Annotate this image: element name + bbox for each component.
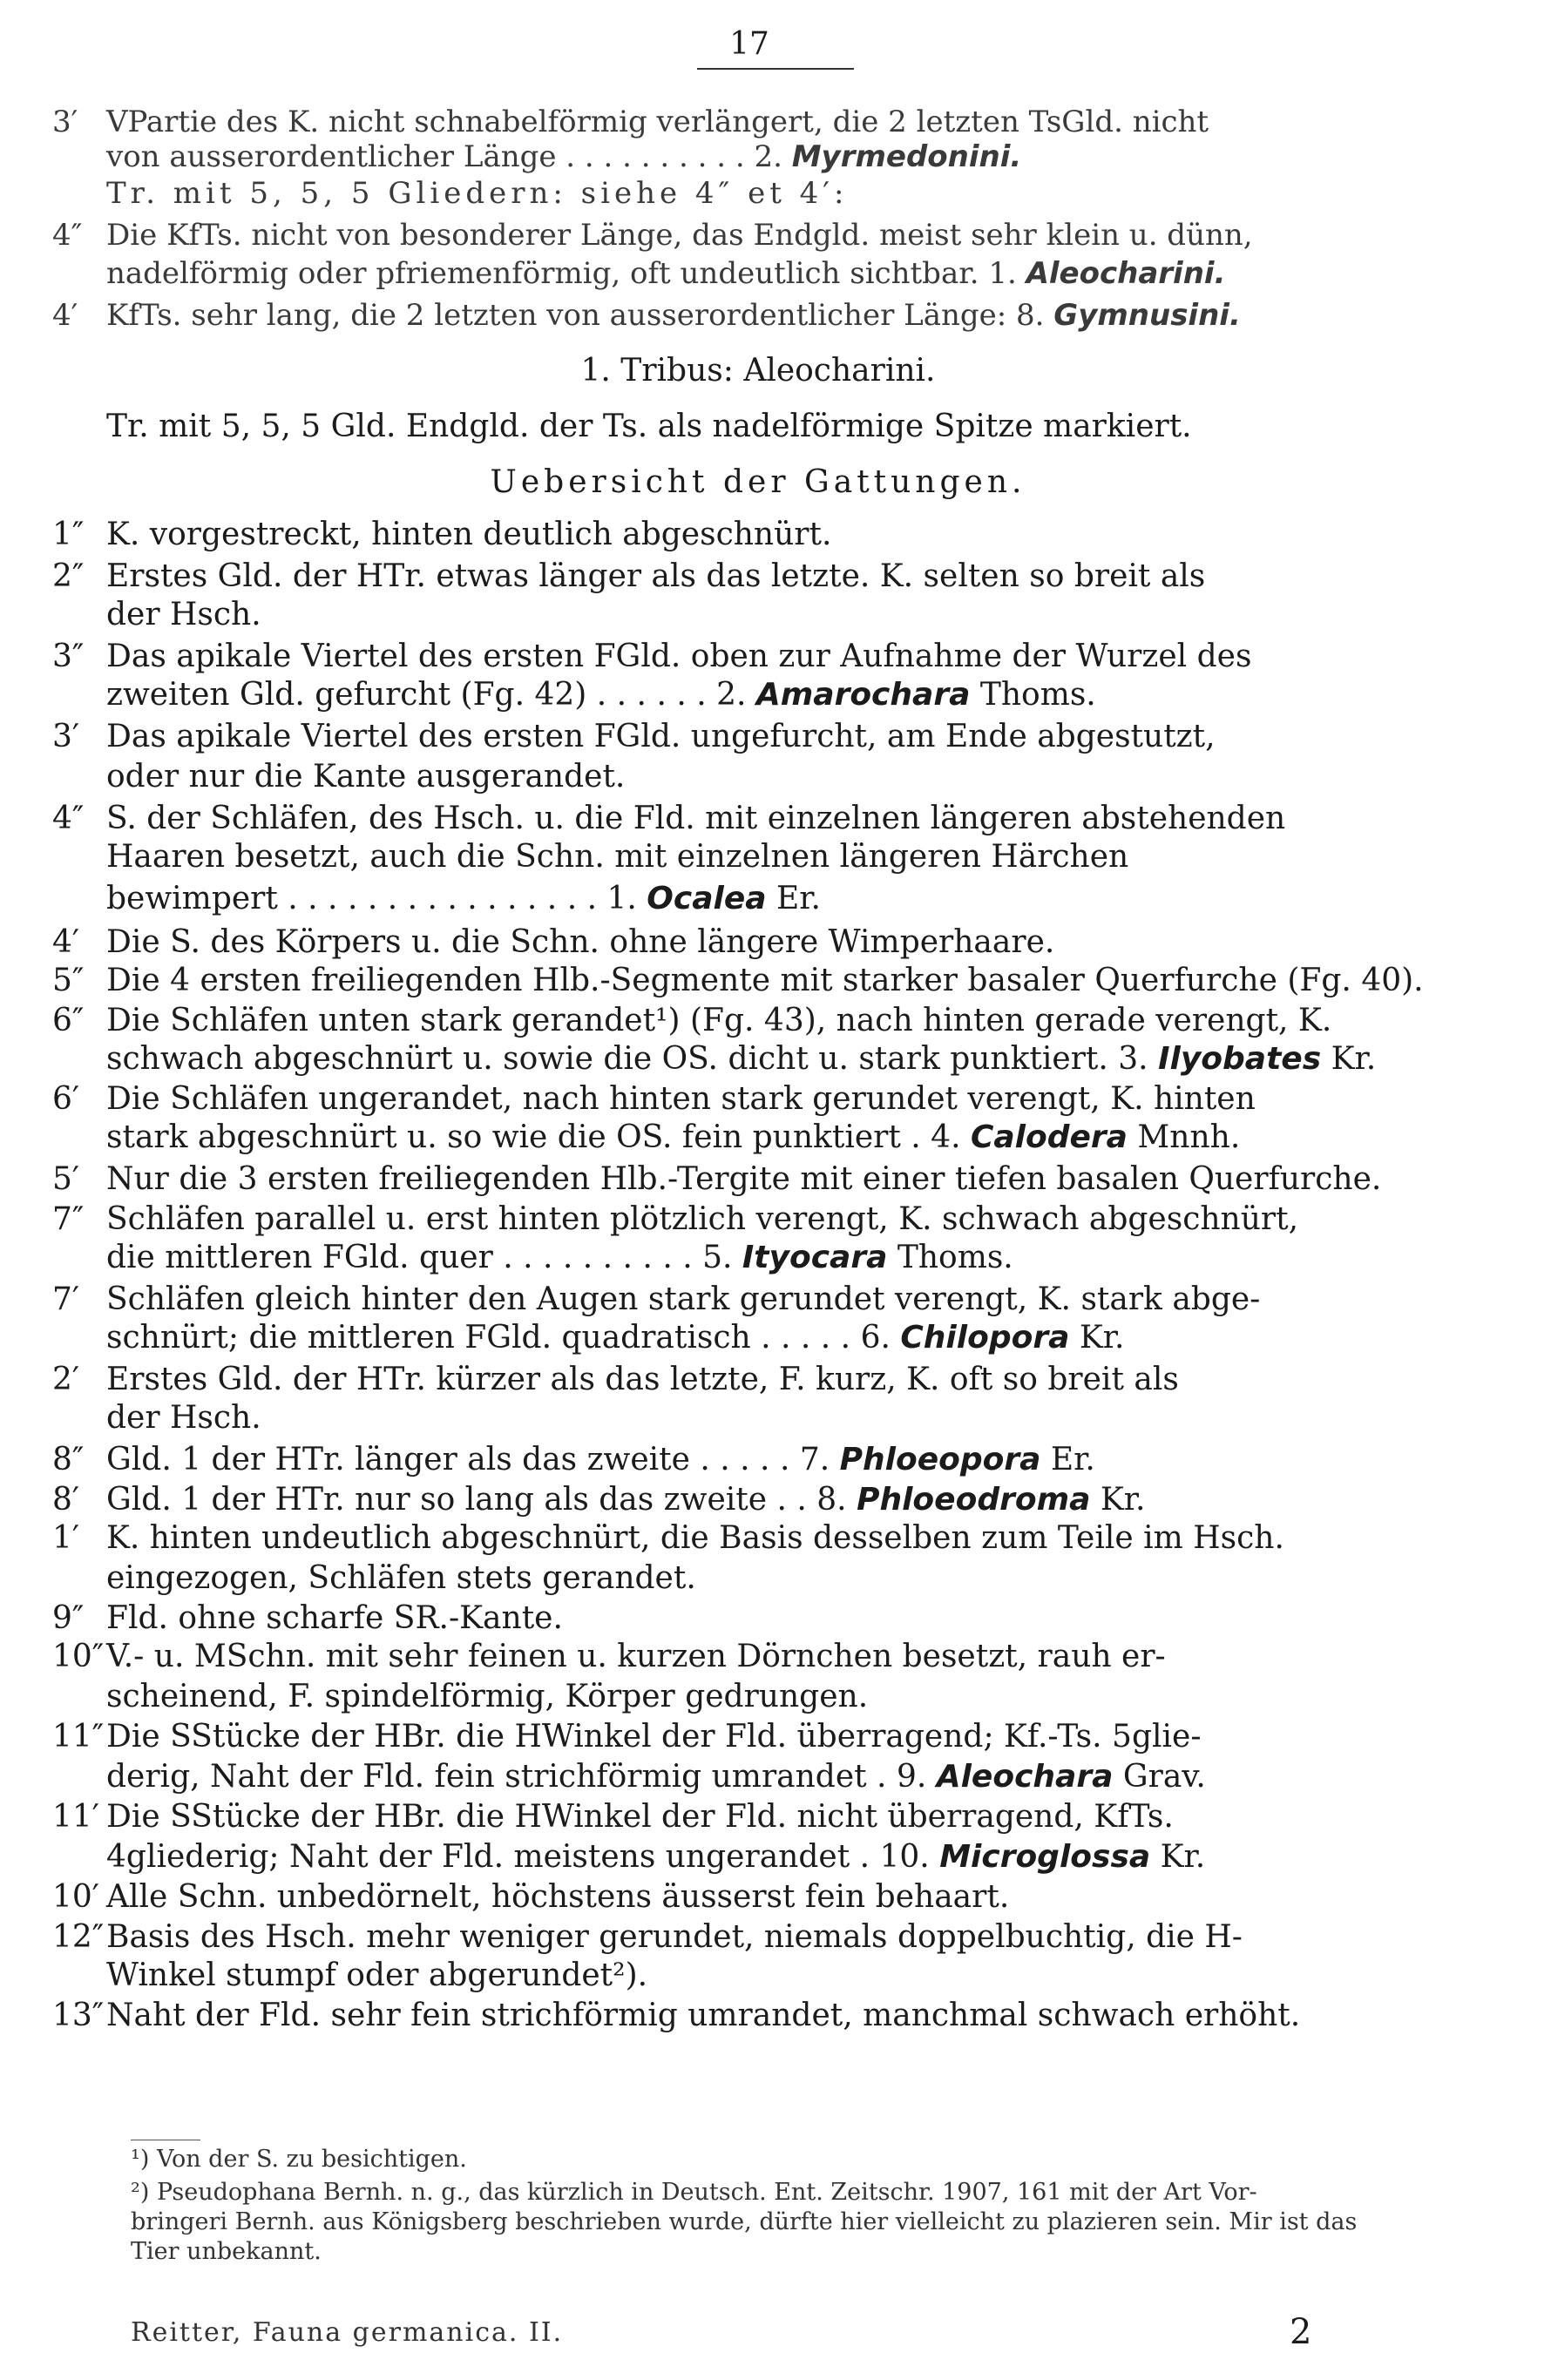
signature-mark: 2 [1290, 2312, 1312, 2352]
line-text: Die Schläfen ungerandet, nach hinten stark gerundet verengt, K. hinten [106, 1081, 1256, 1117]
couplet-number: 4′ [52, 298, 78, 333]
couplet-number: 8″ [52, 1442, 85, 1477]
couplet-number: 4′ [52, 924, 80, 960]
line-text: VPartie des K. nicht schnabelförmig verlängert, die 2 letzten TsGld. nicht [106, 105, 1209, 139]
author-abbrev: Thoms. [887, 1240, 1013, 1275]
line-text: Fld. ohne scharfe SR.-Kante. [106, 1600, 563, 1636]
key-line [52, 1481, 1464, 1519]
key-line [52, 1997, 1464, 2035]
header-rule [697, 68, 854, 70]
line-text: von ausserordentlicher Länge . . . . . . . . . . 2. [106, 139, 792, 174]
key-line [52, 103, 1464, 141]
key-line [52, 1399, 1464, 1437]
key-line [52, 1160, 1464, 1199]
couplet-number: 12″ [52, 1919, 105, 1955]
key-line [52, 254, 1464, 293]
couplet-number: 5′ [52, 1161, 80, 1197]
key-line [52, 558, 1464, 596]
author-abbrev: Kr. [1069, 1320, 1125, 1356]
line-text: K. vorgestreckt, hinten deutlich abgeschnürt. [106, 517, 832, 552]
key-line [52, 1798, 1464, 1836]
couplet-number: 3′ [52, 719, 80, 754]
key-line [52, 800, 1464, 838]
key-line [52, 216, 1464, 254]
genus-name: Amarochara [755, 677, 971, 713]
key-line [52, 1361, 1464, 1399]
couplet-number: 1″ [52, 517, 85, 552]
key-line [52, 923, 1464, 962]
author-abbrev: Mnnh. [1127, 1119, 1241, 1155]
line-text: Die SStücke der HBr. die HWinkel der Fld. nicht überragend, KfTs. [106, 1799, 1174, 1835]
key-line [52, 1599, 1464, 1638]
genus-name: Ilyobates [1158, 1041, 1322, 1077]
line-text: derig, Naht der Fld. fein strichförmig umrandet . 9. [106, 1759, 937, 1795]
line-text: Basis des Hsch. mehr weniger gerundet, niemals doppelbuchtig, die H- [106, 1919, 1243, 1955]
genus-name: Ocalea [647, 881, 767, 916]
key-line [52, 1559, 1464, 1598]
key-line [52, 1957, 1464, 1995]
line-text: schwach abgeschnürt u. sowie die OS. dicht u. stark punktiert. 3. [106, 1041, 1159, 1077]
genus-name: Calodera [970, 1119, 1128, 1155]
key-line [52, 962, 1464, 1000]
author-abbrev: Er. [1040, 1442, 1095, 1477]
key-line [52, 1002, 1464, 1040]
couplet-number: 10″ [52, 1639, 105, 1674]
key-line [52, 880, 1464, 918]
key-line [52, 296, 1464, 335]
key-line [52, 138, 1464, 176]
couplet-number: 9″ [52, 1600, 85, 1636]
key-line [52, 174, 1464, 213]
line-text: Die SStücke der HBr. die HWinkel der Fld. überragend; Kf.-Ts. 5glie- [106, 1719, 1202, 1755]
line-text: KfTs. sehr lang, die 2 letzten von ausserordentlicher Länge: 8. [106, 298, 1054, 333]
line-text: Naht der Fld. sehr fein strichförmig umrandet, manchmal schwach erhöht. [106, 1998, 1301, 2033]
line-text: stark abgeschnürt u. so wie die OS. fein punktiert . 4. [106, 1119, 971, 1155]
key-line [52, 408, 1464, 446]
couplet-number: 13″ [52, 1998, 105, 2033]
author-abbrev: Er. [766, 881, 821, 916]
genus-name: Aleocharini. [1026, 256, 1226, 291]
line-text: 4gliederig; Naht der Fld. meistens ungerandet . 10. [106, 1839, 940, 1875]
line-text: Schläfen gleich hinter den Augen stark gerundet verengt, K. stark abge- [106, 1281, 1261, 1317]
line-text: Die Schläfen unten stark gerandet¹) (Fg. 43), nach hinten gerade verengt, K. [106, 1003, 1332, 1038]
line-text: V.- u. MSchn. mit sehr feinen u. kurzen Dörnchen besetzt, rauh er- [106, 1639, 1166, 1674]
key-line [52, 838, 1464, 876]
line-text: zweiten Gld. gefurcht (Fg. 42) . . . . . . 2. [106, 677, 756, 713]
key-line [52, 596, 1464, 634]
key-line [52, 1200, 1464, 1239]
genus-name: Phloeodroma [857, 1482, 1091, 1518]
line-text: S. der Schläfen, des Hsch. u. die Fld. mit einzelnen längeren abstehenden [106, 801, 1286, 836]
author-abbrev: Thoms. [970, 677, 1096, 713]
line-text: 1. Tribus: Aleocharini. [580, 353, 936, 389]
line-text: nadelförmig oder pfriemenförmig, oft undeutlich sichtbar. 1. [106, 256, 1026, 291]
key-line [52, 463, 1464, 502]
couplet-number: 4″ [52, 218, 83, 253]
line-text: Erstes Gld. der HTr. kürzer als das letzte, F. kurz, K. oft so breit als [106, 1362, 1179, 1397]
key-line [52, 1838, 1464, 1876]
line-text: eingezogen, Schläfen stets gerandet. [106, 1560, 696, 1596]
page-number: 17 [729, 26, 769, 62]
key-line [52, 1040, 1464, 1078]
author-abbrev: Kr. [1090, 1482, 1146, 1518]
genus-name: Myrmedonini. [791, 139, 1022, 174]
key-line [52, 516, 1464, 554]
couplet-number: 11′ [52, 1799, 99, 1835]
line-text: Gld. 1 der HTr. länger als das zweite . . . . . 7. [106, 1442, 840, 1477]
line-text: oder nur die Kante ausgerandet. [106, 759, 626, 794]
key-line [52, 1441, 1464, 1479]
author-abbrev: Kr. [1150, 1839, 1206, 1875]
key-line [52, 1519, 1464, 1558]
genus-name: Ityocara [742, 1240, 888, 1275]
genus-name: Microglossa [939, 1839, 1151, 1875]
footnote-line: Tier unbekannt. [131, 2238, 322, 2265]
couplet-number: 8′ [52, 1482, 80, 1518]
couplet-number: 7′ [52, 1281, 80, 1317]
genus-name: Chilopora [900, 1320, 1070, 1356]
key-line [52, 638, 1464, 676]
couplet-number: 1′ [52, 1520, 80, 1556]
footnote-line: bringeri Bernh. aus Königsberg beschrieben wurde, dürfte hier vielleicht zu plazieren sein. Mir ist das [131, 2208, 1358, 2235]
couplet-number: 11″ [52, 1719, 105, 1755]
key-line [52, 1758, 1464, 1796]
line-text: Haaren besetzt, auch die Schn. mit einzelnen längeren Härchen [106, 839, 1129, 875]
line-text: Winkel stumpf oder abgerundet²). [106, 1957, 648, 1993]
footer-text: Reitter, Fauna germanica. II. [131, 2317, 564, 2348]
line-text: Erstes Gld. der HTr. etwas länger als das letzte. K. selten so breit als [106, 558, 1206, 594]
line-text: Gld. 1 der HTr. nur so lang als das zweite . . 8. [106, 1482, 857, 1518]
couplet-number: 5″ [52, 963, 85, 998]
footnote-line: ¹) Von der S. zu besichtigen. [131, 2146, 467, 2173]
key-line [52, 1718, 1464, 1756]
couplet-number: 3″ [52, 639, 85, 674]
couplet-number: 2″ [52, 558, 85, 594]
key-line [52, 1878, 1464, 1917]
footnote-line: ²) Pseudophana Bernh. n. g., das kürzlich in Deutsch. Ent. Zeitschr. 1907, 161 mit der Art Vor- [131, 2179, 1257, 2206]
key-line [52, 1239, 1464, 1277]
line-text: der Hsch. [106, 1400, 261, 1436]
key-line [52, 1319, 1464, 1357]
genus-name: Gymnusini. [1053, 298, 1241, 333]
line-text: die mittleren FGld. quer . . . . . . . . . . 5. [106, 1240, 742, 1275]
line-text: Die S. des Körpers u. die Schn. ohne längere Wimperhaare. [106, 924, 1055, 960]
line-text: bewimpert . . . . . . . . . . . . . . . . 1. [106, 881, 647, 916]
line-text: Die 4 ersten freiliegenden Hlb.-Segmente mit starker basaler Querfurche (Fg. 40). [106, 963, 1424, 998]
couplet-number: 6′ [52, 1081, 80, 1117]
key-line [52, 1918, 1464, 1957]
couplet-number: 3′ [52, 105, 78, 139]
line-text: Das apikale Viertel des ersten FGld. ungefurcht, am Ende abgestutzt, [106, 719, 1216, 754]
key-line [52, 1080, 1464, 1119]
line-text: Schläfen parallel u. erst hinten plötzlich verengt, K. schwach abgeschnürt, [106, 1201, 1299, 1237]
line-text: der Hsch. [106, 597, 261, 632]
key-line [52, 676, 1464, 714]
line-text: scheinend, F. spindelförmig, Körper gedrungen. [106, 1679, 869, 1714]
line-text: Tr. mit 5, 5, 5 Gld. Endgld. der Ts. als nadelförmige Spitze markiert. [106, 409, 1192, 444]
key-line [52, 1638, 1464, 1676]
author-abbrev: Kr. [1321, 1041, 1377, 1077]
key-line [52, 718, 1464, 756]
key-line [52, 1281, 1464, 1319]
couplet-number: 10′ [52, 1879, 99, 1915]
line-text: Nur die 3 ersten freiliegenden Hlb.-Tergite mit einer tiefen basalen Querfurche. [106, 1161, 1382, 1197]
line-text: Tr. mit 5, 5, 5 Gliedern: siehe 4″ et 4′: [106, 176, 849, 211]
line-text: Das apikale Viertel des ersten FGld. oben zur Aufnahme der Wurzel des [106, 639, 1252, 674]
key-line [52, 1119, 1464, 1157]
line-text: Alle Schn. unbedörnelt, höchstens äusserst fein behaart. [106, 1879, 1010, 1915]
genus-name: Aleochara [936, 1759, 1114, 1795]
key-line [52, 352, 1464, 390]
author-abbrev: Grav. [1113, 1759, 1206, 1795]
line-text: Uebersicht der Gattungen. [490, 464, 1026, 500]
couplet-number: 4″ [52, 801, 85, 836]
line-text: schnürt; die mittleren FGld. quadratisch . . . . . 6. [106, 1320, 901, 1356]
genus-name: Phloeopora [839, 1442, 1041, 1477]
line-text: K. hinten undeutlich abgeschnürt, die Basis desselben zum Teile im Hsch. [106, 1520, 1284, 1556]
couplet-number: 2′ [52, 1362, 80, 1397]
couplet-number: 6″ [52, 1003, 85, 1038]
key-line [52, 758, 1464, 796]
key-line [52, 1678, 1464, 1716]
couplet-number: 7″ [52, 1201, 85, 1237]
line-text: Die KfTs. nicht von besonderer Länge, das Endgld. meist sehr klein u. dünn, [106, 218, 1253, 253]
